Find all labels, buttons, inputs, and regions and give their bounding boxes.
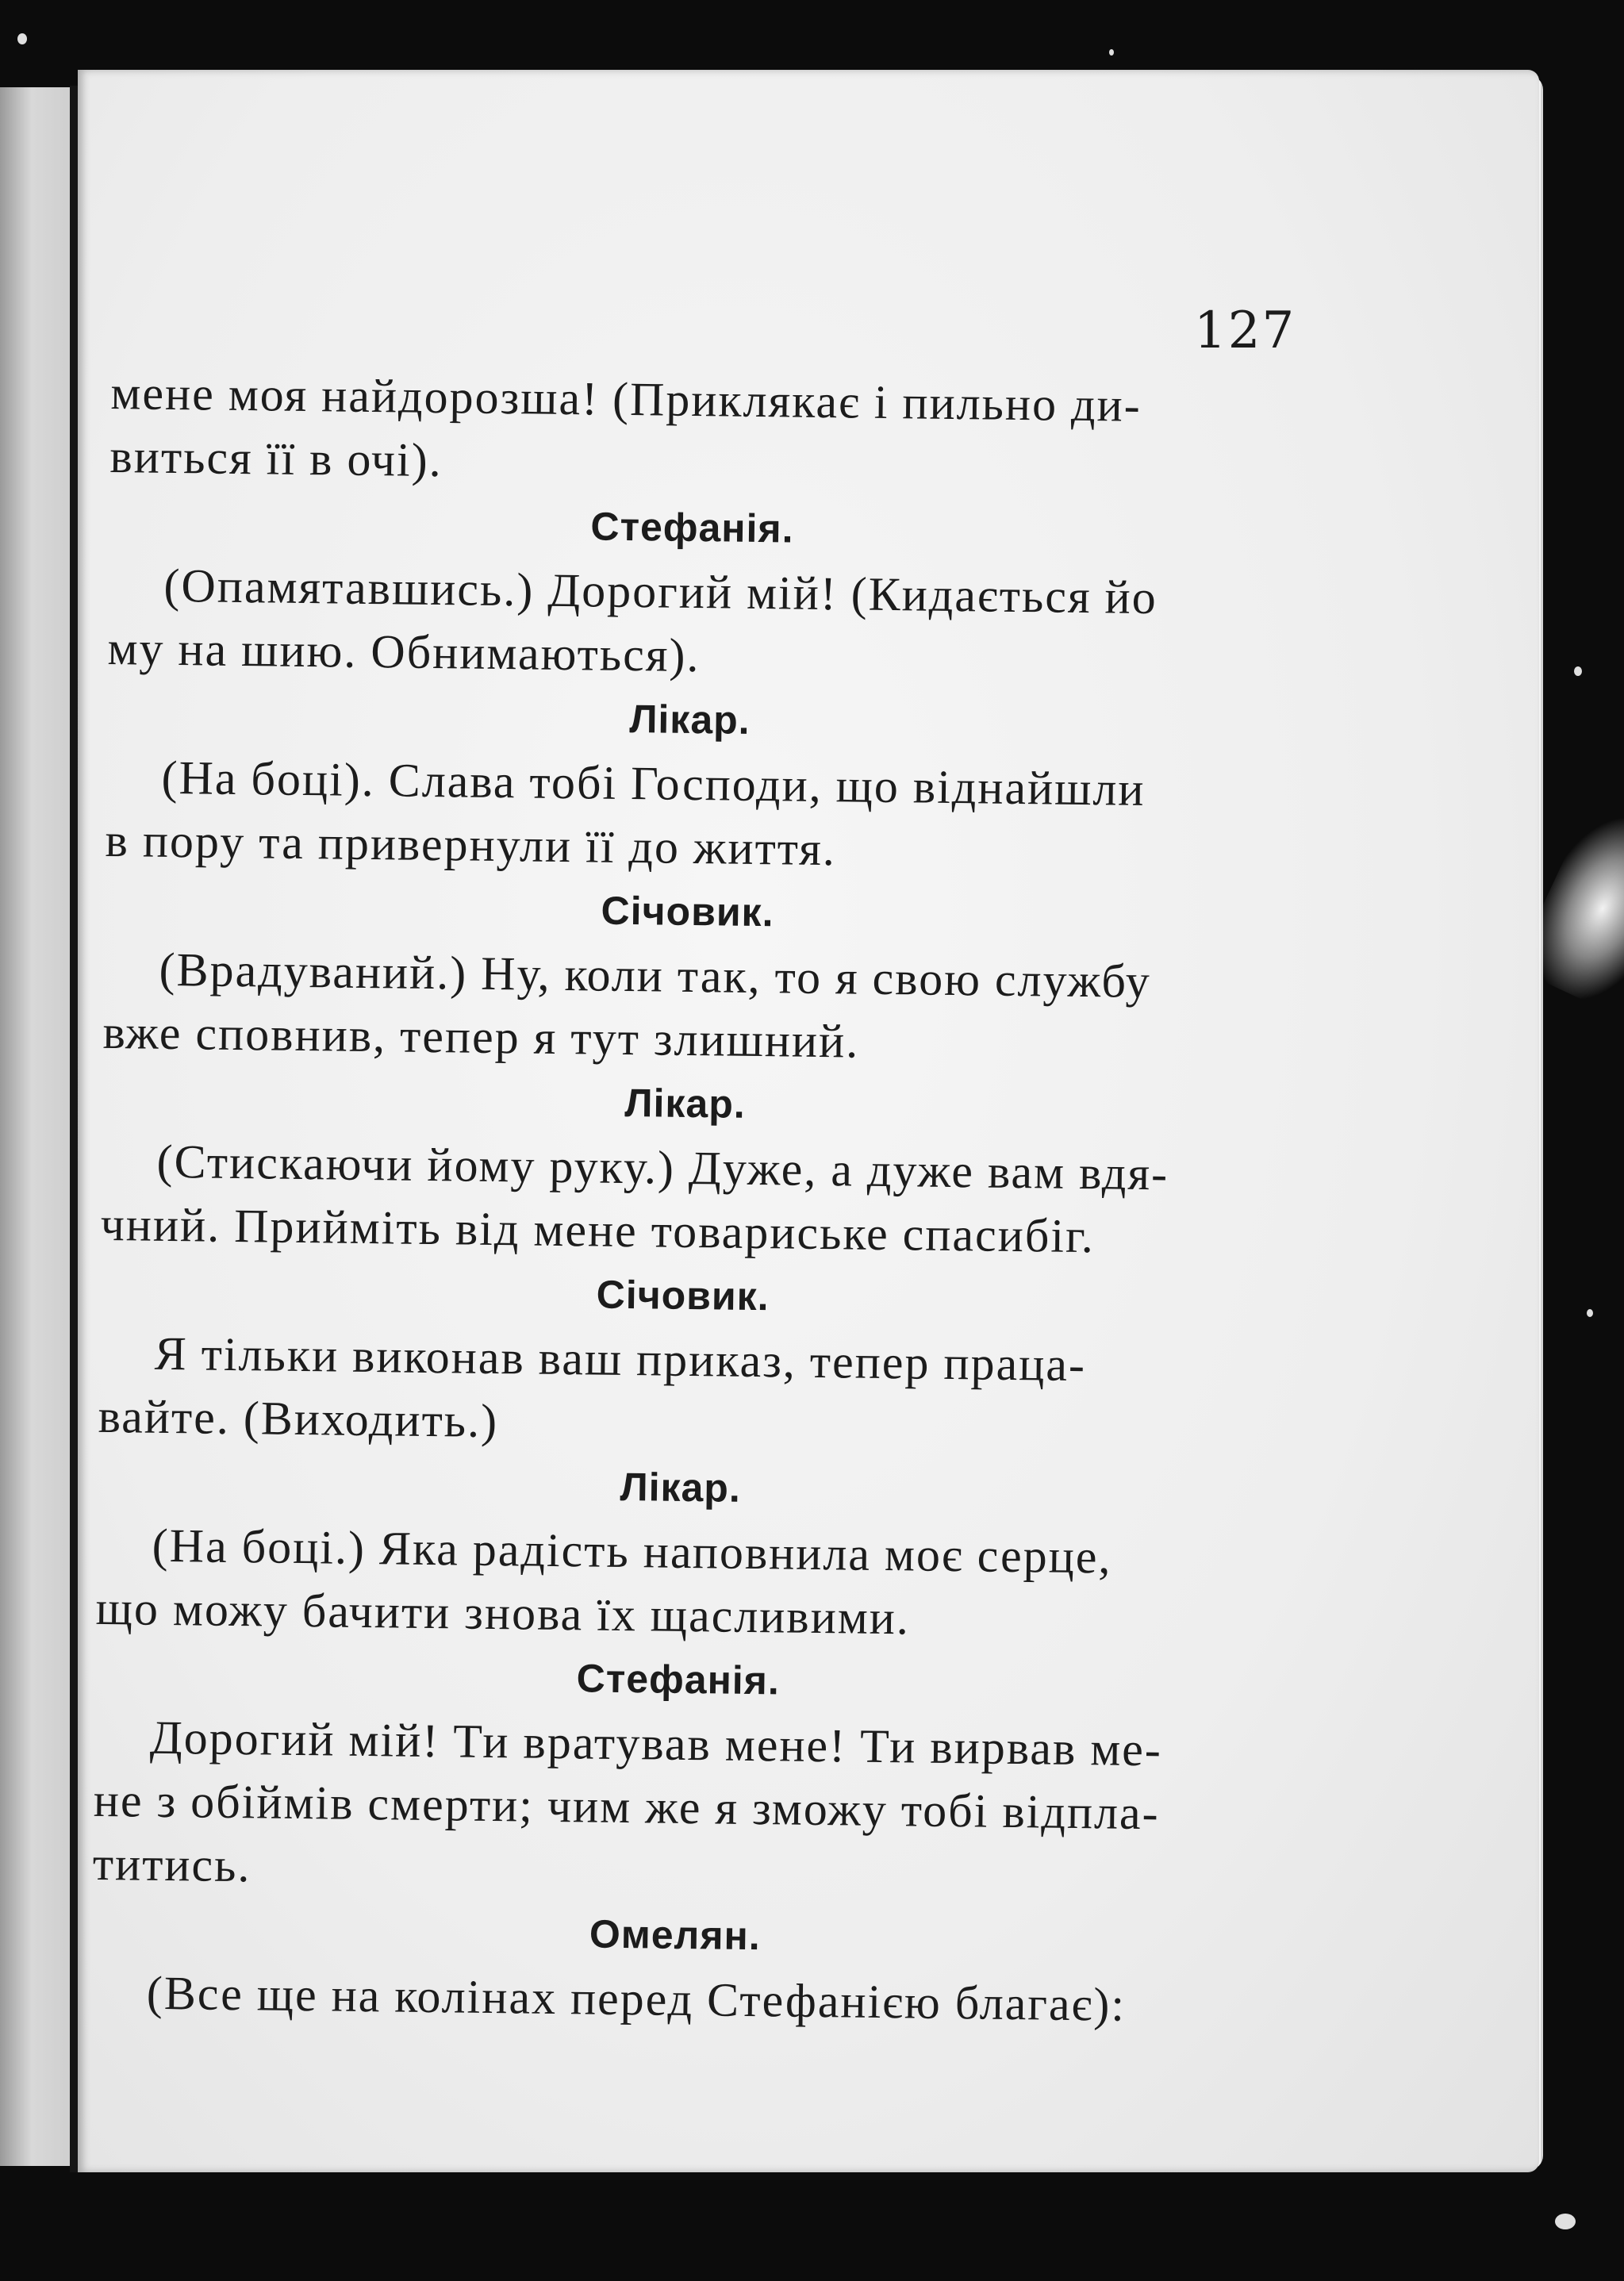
- text-line: (На боці). Слава тобі Господи, що віднайшли: [161, 751, 1146, 816]
- text-line: в пору та привернули її до життя.: [105, 813, 837, 876]
- text-line: вайте. (Виходить.): [98, 1389, 499, 1448]
- play-text: [90, 361, 1277, 2038]
- text-line: (На боці.) Яка радість наповнила моє серце,: [152, 1519, 1112, 1584]
- text-line: (Опамятавшись.) Дорогий мій! (Кидається йо: [163, 559, 1158, 624]
- text-line: не з обіймів смерти; чим же я зможу тобі відпла-: [93, 1773, 1161, 1840]
- speaker-name: Лікар.: [620, 1464, 742, 1511]
- text-line: (Стискаючи йому руку.) Дуже, а дуже вам вдя-: [156, 1135, 1169, 1200]
- speaker-name: Січовик.: [596, 1272, 770, 1319]
- dust-speck: [1574, 666, 1582, 676]
- text-line: що можу бачити знова їх щасливими.: [95, 1581, 911, 1645]
- dust-speck: [1587, 1309, 1593, 1317]
- text-line: Дорогий мій! Ти вратував мене! Ти вирвав ме-: [149, 1711, 1163, 1776]
- text-line: Я тільки виконав ваш приказ, тепер праца-: [154, 1327, 1087, 1392]
- speaker-name: Омелян.: [589, 1911, 762, 1959]
- page-number: 127: [1194, 301, 1296, 360]
- previous-page-edge: [0, 87, 70, 2166]
- text-line: (Врадуваний.) Ну, коли так, то я свою службу: [159, 943, 1152, 1008]
- book-gutter: [70, 86, 78, 2172]
- text-line: виться її в очі).: [109, 429, 443, 487]
- text-line: мене моя найдорозша! (Приклякає і пильно ди-: [110, 366, 1142, 432]
- text-line: титись.: [92, 1837, 251, 1892]
- text-line: чний. Прийміть від мене товариське спасибіг.: [100, 1197, 1096, 1263]
- speaker-name: Лікар.: [629, 697, 751, 743]
- text-line: (Все ще на колінах перед Стефанією благає):: [146, 1966, 1127, 2031]
- dust-speck: [1555, 2214, 1576, 2229]
- speaker-name: Лікар.: [624, 1080, 747, 1127]
- text-line: вже сповнив, тепер я тут злишний.: [102, 1005, 860, 1068]
- speaker-name: Січовик.: [601, 888, 774, 935]
- text-line: му на шию. Обнимаються).: [107, 621, 701, 682]
- speaker-name: Стефанія.: [576, 1656, 781, 1703]
- dust-speck: [17, 33, 27, 44]
- dust-speck: [1109, 49, 1114, 56]
- speaker-name: Стефанія.: [590, 504, 794, 551]
